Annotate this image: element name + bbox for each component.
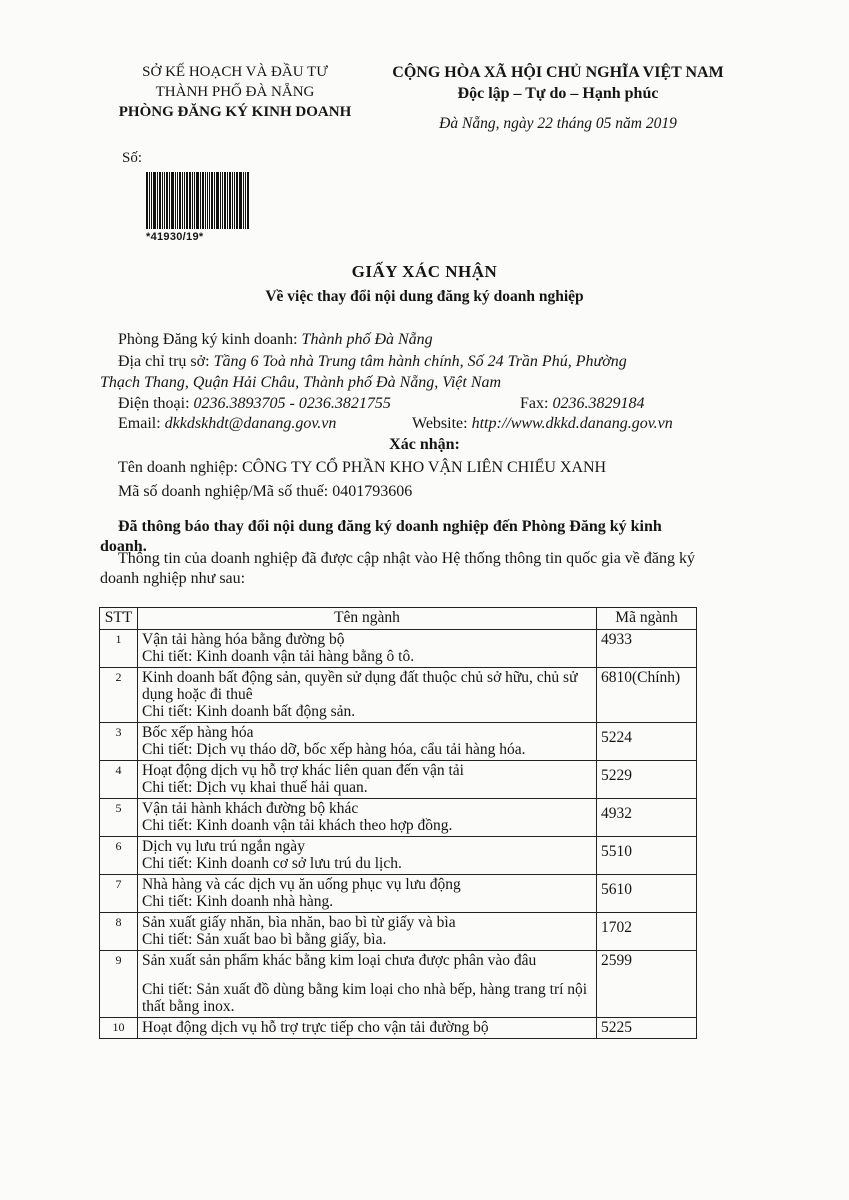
barcode-bar <box>205 172 206 229</box>
barcode-bar <box>192 172 193 229</box>
barcode-bar <box>200 172 201 229</box>
row-name-cell <box>138 837 597 875</box>
row-detail: Chi tiết: Kinh doanh nhà hàng. <box>142 893 334 910</box>
row-stt: 9 <box>100 951 138 1018</box>
email-value: dkkdskhdt@danang.gov.vn <box>164 415 337 432</box>
tax-code-line <box>118 482 412 502</box>
row-name-cell <box>138 951 597 1018</box>
table-row <box>100 668 697 723</box>
row-detail: Chi tiết: Kinh doanh vận tải khách theo hợp đồng. <box>142 817 453 834</box>
row-detail: Chi tiết: Kinh doanh cơ sở lưu trú du lịch. <box>142 855 402 872</box>
website-value: http://www.dkkd.danang.gov.vn <box>471 415 673 432</box>
barcode-bar <box>216 172 219 229</box>
national-title: CỘNG HÒA XÃ HỘI CHỦ NGHĨA VIỆT NAM <box>392 64 724 81</box>
national-header <box>388 62 728 134</box>
row-stt: 7 <box>100 875 138 913</box>
issuing-agency-header <box>100 62 370 122</box>
row-code: 1702 <box>597 913 697 951</box>
agency-line-3: PHÒNG ĐĂNG KÝ KINH DOANH <box>118 104 352 120</box>
barcode-bar <box>194 172 195 229</box>
notice-text: Thông tin của doanh nghiệp đã được cập nhật vào Hệ thống thông tin quốc gia về đăng ký doanh nghiệp như sau: <box>100 550 695 587</box>
header-stt: STT <box>100 608 138 630</box>
table-row <box>100 761 697 799</box>
row-stt: 8 <box>100 913 138 951</box>
email-label: Email: <box>118 415 165 432</box>
tax-label: Mã số doanh nghiệp/Mã số thuế: <box>118 483 333 500</box>
table-row <box>100 875 697 913</box>
barcode-bar <box>186 172 188 229</box>
agency-line-2: THÀNH PHỐ ĐÀ NẴNG <box>155 84 315 100</box>
barcode-bar <box>162 172 163 229</box>
row-name-cell <box>138 799 597 837</box>
row-code: 5610 <box>597 875 697 913</box>
barcode-bar <box>171 172 174 229</box>
office-value: Thành phố Đà Nẵng <box>301 331 433 348</box>
table-header-row <box>100 608 697 630</box>
barcode-bar <box>239 172 242 229</box>
barcode-bar <box>149 172 150 229</box>
confirm-heading: Xác nhận: <box>389 436 460 453</box>
barcode-bar <box>236 172 238 229</box>
barcode-bar <box>245 172 246 229</box>
row-name-cell <box>138 875 597 913</box>
barcode-bar <box>196 172 199 229</box>
document-number-label: Số: <box>122 150 143 166</box>
row-spacer <box>142 969 592 981</box>
row-name-cell <box>138 761 597 799</box>
barcode-bar <box>202 172 204 229</box>
row-detail: Chi tiết: Kinh doanh vận tải hàng bằng ô tô. <box>142 648 415 665</box>
barcode-bar <box>211 172 213 229</box>
row-code: 6810(Chính) <box>597 668 697 723</box>
row-stt: 3 <box>100 723 138 761</box>
tax-value: 0401793606 <box>332 483 413 500</box>
national-motto: Độc lập – Tự do – Hạnh phúc <box>457 85 659 102</box>
row-code: 5224 <box>597 723 697 761</box>
barcode-bar <box>146 172 148 229</box>
notice-bold: Đã thông báo thay đổi nội dung đăng ký doanh nghiệp đến Phòng Đăng ký kinh doanh. <box>100 518 662 555</box>
office-name-line <box>118 330 433 350</box>
barcode-bar <box>175 172 176 229</box>
row-name-cell <box>138 723 597 761</box>
business-lines-table <box>99 607 697 1039</box>
row-code: 5229 <box>597 761 697 799</box>
row-detail: Chi tiết: Sản xuất đồ dùng bằng kim loại cho nhà bếp, hàng trang trí nội thất bằng inox. <box>142 981 588 1015</box>
barcode-bar <box>153 172 156 229</box>
row-name: Dịch vụ lưu trú ngắn ngày <box>142 838 305 855</box>
phone-line <box>118 394 391 414</box>
barcode <box>146 172 252 229</box>
row-stt: 6 <box>100 837 138 875</box>
row-code: 2599 <box>597 951 697 1018</box>
fax-line <box>520 394 644 414</box>
row-name: Hoạt động dịch vụ hỗ trợ trực tiếp cho vận tải đường bộ <box>142 1019 489 1036</box>
barcode-bar <box>159 172 161 229</box>
row-name: Sản xuất sản phẩm khác bằng kim loại chưa được phân vào đâu <box>142 952 537 969</box>
row-name: Kinh doanh bất động sản, quyền sử dụng đất thuộc chủ sở hữu, chủ sử dụng hoặc đi thuê <box>142 669 578 703</box>
row-name: Bốc xếp hàng hóa <box>142 724 254 741</box>
row-code: 4932 <box>597 799 697 837</box>
agency-line-1: SỞ KẾ HOẠCH VÀ ĐẦU TƯ <box>142 64 328 80</box>
row-stt: 2 <box>100 668 138 723</box>
row-code: 5225 <box>597 1018 697 1039</box>
email-line <box>118 414 336 434</box>
address-line-2: Thạch Thang, Quận Hải Châu, Thành phố Đà Nẵng, Việt Nam <box>100 374 502 391</box>
barcode-bar <box>232 172 233 229</box>
row-name: Nhà hàng và các dịch vụ ăn uống phục vụ lưu động <box>142 876 461 893</box>
barcode-bar <box>182 172 183 229</box>
row-name-cell <box>138 668 597 723</box>
row-detail: Chi tiết: Dịch vụ khai thuế hải quan. <box>142 779 368 796</box>
barcode-bar <box>243 172 244 229</box>
office-label: Phòng Đăng ký kinh doanh: <box>118 331 302 348</box>
barcode-bar <box>189 172 191 229</box>
company-name-line <box>118 458 606 478</box>
table-row <box>100 913 697 951</box>
table-row <box>100 723 697 761</box>
website-label: Website: <box>412 415 472 432</box>
issue-date: Đà Nẵng, ngày 22 tháng 05 năm 2019 <box>439 115 677 132</box>
barcode-bar <box>164 172 165 229</box>
document-title: GIẤY XÁC NHẬN <box>351 262 498 281</box>
row-name: Vận tải hành khách đường bộ khác <box>142 800 359 817</box>
row-code: 5510 <box>597 837 697 875</box>
barcode-bar <box>166 172 168 229</box>
row-detail: Chi tiết: Dịch vụ tháo dỡ, bốc xếp hàng hóa, cẩu tải hàng hóa. <box>142 741 526 758</box>
barcode-bar <box>220 172 221 229</box>
barcode-bar <box>247 172 249 229</box>
company-value: CÔNG TY CỔ PHẦN KHO VẬN LIÊN CHIỂU XANH <box>241 459 607 476</box>
fax-value: 0236.3829184 <box>552 395 645 412</box>
row-detail: Chi tiết: Kinh doanh bất động sản. <box>142 703 356 720</box>
barcode-bar <box>229 172 231 229</box>
table-row <box>100 951 697 1018</box>
row-name-cell <box>138 913 597 951</box>
phone-label: Điện thoại: <box>118 395 194 412</box>
barcode-bar <box>177 172 178 229</box>
barcode-number: *41930/19* <box>146 231 204 243</box>
barcode-bar <box>151 172 152 229</box>
barcode-bar <box>234 172 235 229</box>
address-line-1 <box>118 352 627 372</box>
row-name-cell <box>138 630 597 668</box>
row-stt: 1 <box>100 630 138 668</box>
row-name: Vận tải hàng hóa bằng đường bộ <box>142 631 345 648</box>
row-name: Sản xuất giấy nhăn, bìa nhăn, bao bì từ giấy và bìa <box>142 914 456 931</box>
header-code: Mã ngành <box>597 608 697 630</box>
table-row <box>100 630 697 668</box>
fax-label: Fax: <box>520 395 553 412</box>
row-detail: Chi tiết: Sản xuất bao bì bằng giấy, bìa. <box>142 931 387 948</box>
header-name: Tên ngành <box>138 608 597 630</box>
row-name: Hoạt động dịch vụ hỗ trợ khác liên quan đến vận tải <box>142 762 464 779</box>
website-line <box>412 414 673 434</box>
document-subtitle: Về việc thay đổi nội dung đăng ký doanh nghiệp <box>265 288 584 305</box>
row-name-cell <box>138 1018 597 1039</box>
barcode-bar <box>227 172 228 229</box>
barcode-bar <box>179 172 181 229</box>
barcode-bar <box>222 172 223 229</box>
row-stt: 5 <box>100 799 138 837</box>
barcode-bar <box>207 172 208 229</box>
barcode-bar <box>224 172 226 229</box>
row-stt: 4 <box>100 761 138 799</box>
row-stt: 10 <box>100 1018 138 1039</box>
phone-value: 0236.3893705 - 0236.3821755 <box>193 395 391 412</box>
row-code: 4933 <box>597 630 697 668</box>
table-row <box>100 837 697 875</box>
address-value-1: Tầng 6 Toà nhà Trung tâm hành chính, Số 24 Trần Phú, Phường <box>213 353 627 370</box>
barcode-bar <box>184 172 185 229</box>
address-label: Địa chỉ trụ sở: <box>118 353 214 370</box>
barcode-bar <box>209 172 210 229</box>
barcode-bar <box>157 172 158 229</box>
company-label: Tên doanh nghiệp: <box>118 459 242 476</box>
table-row <box>100 799 697 837</box>
barcode-bar <box>169 172 170 229</box>
barcode-bar <box>214 172 215 229</box>
table-row <box>100 1018 697 1039</box>
